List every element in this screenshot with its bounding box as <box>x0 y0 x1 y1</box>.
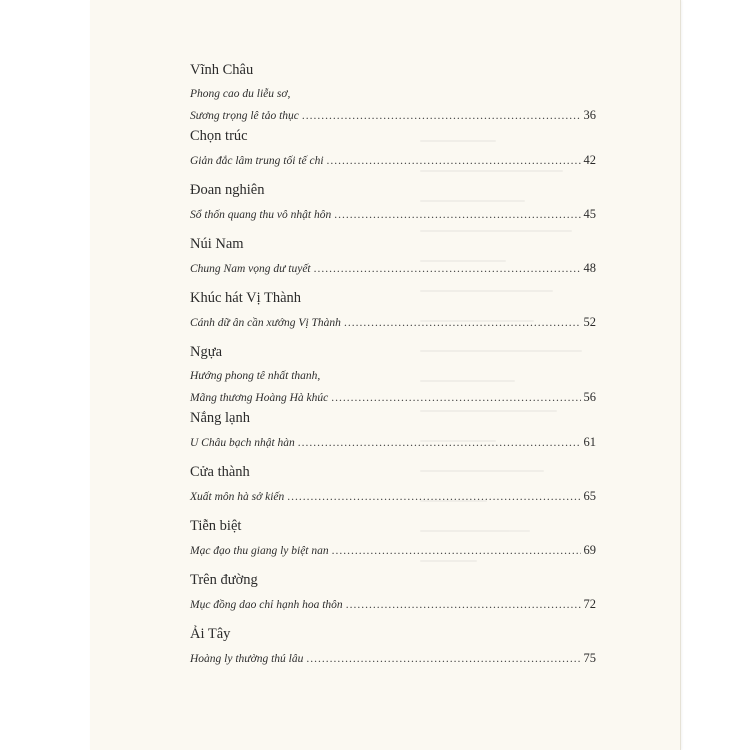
page-number: 48 <box>583 261 596 275</box>
poem-title: Đoan nghiên <box>190 182 265 198</box>
poem-title: Tiễn biệt <box>190 518 242 534</box>
dot-leader <box>298 433 581 454</box>
dot-leader <box>334 205 580 226</box>
page-number: 69 <box>583 543 596 557</box>
page-number: 61 <box>583 435 596 449</box>
poem-title: Nắng lạnh <box>190 410 250 426</box>
dot-leader <box>344 313 581 334</box>
poem-line: Mạc đạo thu giang ly biệt nan <box>190 545 329 557</box>
page-number: 65 <box>583 489 596 503</box>
poem-line: Xuất môn hà sở kiến <box>190 491 285 503</box>
poem-title: Ngựa <box>190 344 223 360</box>
toc-row <box>190 486 596 507</box>
poem-title: Vĩnh Châu <box>190 62 254 78</box>
page-number: 36 <box>583 108 596 122</box>
dot-leader <box>287 487 580 508</box>
poem-line: Cánh dữ ân cần xướng Vị Thành <box>190 317 341 329</box>
toc-entry <box>190 60 596 126</box>
toc-entry <box>190 234 596 288</box>
dot-leader <box>314 259 581 280</box>
toc-row <box>190 432 596 453</box>
page-number: 75 <box>583 651 596 665</box>
poem-line: Chung Nam vọng dư tuyết <box>190 263 311 275</box>
poem-title: Ải Tây <box>190 626 231 642</box>
page-number: 42 <box>583 153 596 167</box>
dot-leader <box>332 541 581 562</box>
toc-entry <box>190 570 596 624</box>
table-of-contents <box>190 60 596 678</box>
page-number: 56 <box>583 390 596 404</box>
toc-row <box>190 204 596 225</box>
toc-entry <box>190 462 596 516</box>
toc-row <box>190 150 596 171</box>
page-number: 72 <box>583 597 596 611</box>
poem-line: Mãng thương Hoàng Hà khúc <box>190 392 329 404</box>
poem-title: Trên đường <box>190 572 258 588</box>
toc-row <box>190 648 596 669</box>
toc-row <box>190 540 596 561</box>
dot-leader <box>346 595 581 616</box>
dot-leader <box>302 106 581 127</box>
poem-line: Sương trọng lê tảo thục <box>190 110 299 122</box>
toc-entry <box>190 408 596 462</box>
toc-row <box>190 258 596 279</box>
poem-title: Khúc hát Vị Thành <box>190 290 302 306</box>
poem-line: Phong cao du liễu sơ, <box>190 88 291 100</box>
toc-row <box>190 387 596 408</box>
poem-line: Mục đồng dao chỉ hạnh hoa thôn <box>190 599 343 611</box>
toc-row <box>190 105 596 126</box>
dot-leader <box>306 649 580 670</box>
dot-leader <box>331 388 580 409</box>
dot-leader <box>327 151 581 172</box>
poem-title: Núi Nam <box>190 236 244 252</box>
toc-row <box>190 594 596 615</box>
toc-entry <box>190 180 596 234</box>
toc-entry <box>190 516 596 570</box>
toc-row <box>190 312 596 333</box>
poem-line: U Châu bạch nhật hàn <box>190 437 295 449</box>
poem-line: Hoàng ly thường thú lâu <box>190 653 304 665</box>
toc-entry <box>190 126 596 180</box>
page-number: 52 <box>583 315 596 329</box>
toc-entry <box>190 624 596 678</box>
poem-title: Chọn trúc <box>190 128 248 144</box>
poem-line: Giản đắc lâm trung tối tế chi <box>190 155 324 167</box>
poem-line: Sổ thốn quang thu vô nhật hôn <box>190 209 332 221</box>
toc-entry <box>190 288 596 342</box>
page-number: 45 <box>583 207 596 221</box>
poem-line: Hướng phong tê nhất thanh, <box>190 370 321 382</box>
toc-entry <box>190 342 596 408</box>
poem-title: Cửa thành <box>190 464 250 480</box>
